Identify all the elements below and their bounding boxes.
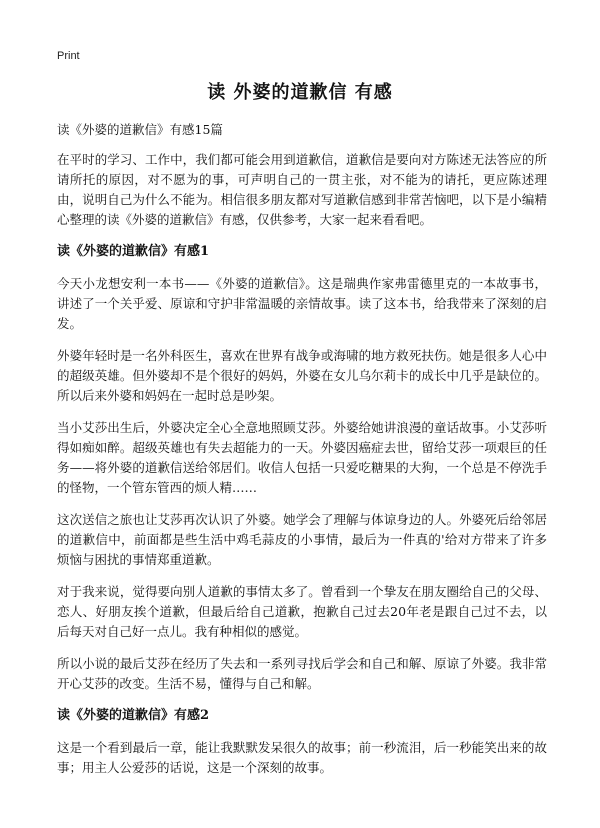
paragraph: 今天小龙想安利一本书——《外婆的道歉信》。这是瑞典作家弗雷德里克的一本故事书，讲述了一个关乎爱、原谅和守护非常温暖的亲情故事。读了这本书，给我带来了深刻的启发。 [57,276,547,331]
section-1 [57,242,547,694]
intro-paragraph: 在平时的学习、工作中，我们都可能会用到道歉信，道歉信是要向对方陈述无法答应的所请所托的原因，对不愿为的事，可声明自己的一贯主张，对不能为的请托，更应陈述理由，说明自己为什么不能为。相信很多朋友都对写道歉信感到非常苦恼吧，以下是小编精心整理的读《外婆的道歉信》有感，仅供参考，大家一起来看看吧。 [57,152,547,227]
section-2 [57,706,547,778]
article-subtitle: 读《外婆的道歉信》有感15篇 [57,122,223,137]
article-body [57,120,547,790]
paragraph: 对于我来说，觉得要向别人道歉的事情太多了。曾看到一个挚友在朋友圈给自己的父母、恋人、好朋友挨个道歉，但最后给自己道歉，抱歉自己过去20年老是跟自己过不去，以后每天对自己好一点儿。我有种相似的感觉。 [57,584,547,639]
section-heading: 读《外婆的道歉信》有感1 [57,244,210,259]
print-link[interactable]: Print [57,50,80,62]
paragraph: 当小艾莎出生后，外婆决定全心全意地照顾艾莎。外婆给她讲浪漫的童话故事。小艾莎听得如痴如醉。超级英雄也有失去超能力的一天。外婆因癌症去世，留给艾莎一项艰巨的任务——将外婆的道歉信送给邻居们。收信人包括一只爱吃糖果的大狗，一个总是不停洗手的怪物，一个管东管西的烦人精…… [57,420,547,495]
section-heading: 读《外婆的道歉信》有感2 [57,708,210,723]
page-title: 读 外婆的道歉信 有感 [207,82,393,103]
paragraph: 这是一个看到最后一章，能让我默默发呆很久的故事；前一秒流泪，后一秒能笑出来的故事；用主人公爱莎的话说，这是一个深刻的故事。 [57,740,547,775]
paragraph: 这次送信之旅也让艾莎再次认识了外婆。她学会了理解与体谅身边的人。外婆死后给邻居的道歉信中，前面都是些生活中鸡毛蒜皮的小事情，最后为一件真的'给对方带来了许多烦恼与困扰的事情郑重道歉。 [57,512,547,567]
paragraph: 外婆年轻时是一名外科医生，喜欢在世界有战争或海啸的地方救死扶伤。她是很多人心中的超级英雄。但外婆却不是个很好的妈妈，外婆在女儿乌尔莉卡的成长中几乎是缺位的。所以后来外婆和妈妈在一起时总是吵架。 [57,348,547,403]
paragraph: 所以小说的最后艾莎在经历了失去和一系列寻找后学会和自己和解、原谅了外婆。我非常开心艾莎的改变。生活不易，懂得与自己和解。 [57,656,547,691]
